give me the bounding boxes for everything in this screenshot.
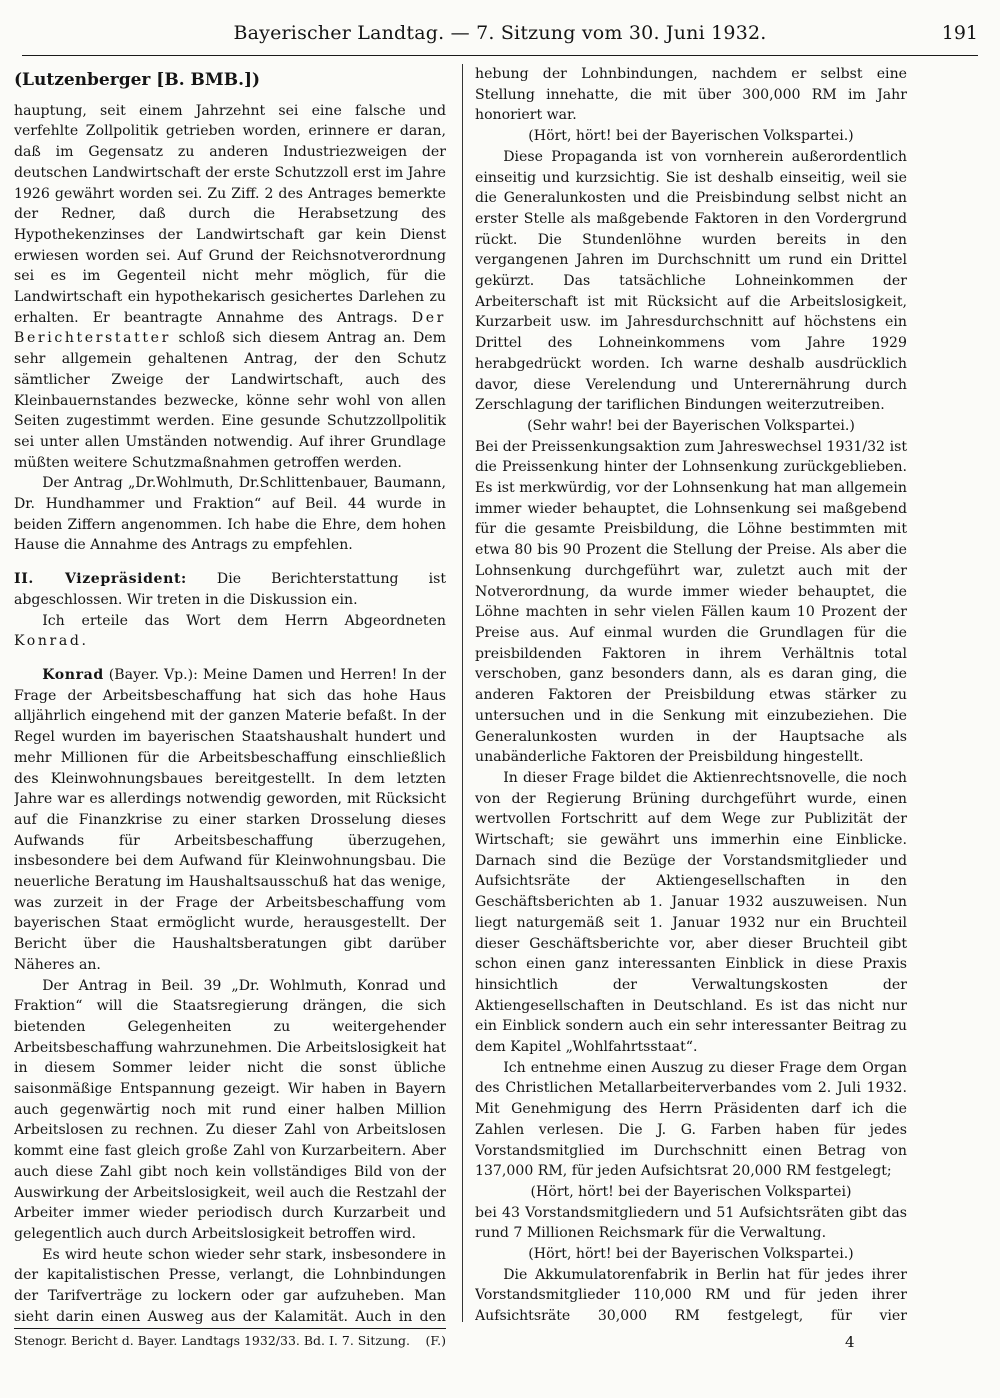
paragraph: Bei der Preissenkungsaktion zum Jahreswechsel 1931/32 ist die Preissenkung hinter der Lohnsenkung zurückgeblieben. Es ist merkwürdig, vor der Lohnsenkung hat man allgemein immer wieder behauptet, die Lohnsenkung sei maßgebend für die gesamte Preisbildung, die Löhne bestimmten mit etwa 80 bis 90 Prozent die Stellung der Preise. Als aber die Lohnsenkung durchgeführt war, zuletzt auch mit der Notverordnung, da wurde immer wieder behauptet, die Löhne machten in sehr vielen Fällen kaum 10 Prozent der Preise aus. Auf einmal wurden die Grundlagen für die preisbildenden Faktoren in ihrem Verhältnis total verschoben, ganz besonders dann, als es daran ging, die anderen Faktoren der Preisbildung etwas stärker zu untersuchen und in die Senkung mit einzubeziehen. Die Generalunkosten wurden in der Hauptsache als unabänderliche Faktoren der Preisbildung hingestellt. [475, 438, 907, 766]
paragraph-text: hauptung, seit einem Jahrzehnt sei eine falsche und verfehlte Zollpolitik getrieben worden, erinnere er daran, daß im Gegensatz zu anderen Industriezweigen der deutschen Landwirtschaft der erste Schutzzoll erst im Jahre 1926 gewährt worden sei. Zu Ziff. 2 des Antrages bemerkte der Redner, daß durch die Herabsetzung des Hypothekenzinses der Landwirtschaft gar kein Dienst erwiesen worden sei. Auf Grund der Reichsnotverordnung sei es im Gegenteil nicht mehr möglich, für die Landwirtschaft ein hypothekarisch gesichertes Darlehen zu erhalten. Er beantragte Annahme des Antrags. [14, 102, 446, 326]
footer-mark: (F.) [425, 1333, 446, 1348]
speaker-tag: (Lutzenberger [B. BMB.]) [14, 70, 261, 90]
paragraph: Der Antrag in Beil. 39 „Dr. Wohlmuth, Konrad und Fraktion“ will die Staatsregierung drängen, die sich bietenden Gelegenheiten zu weitergehender Arbeitsbeschaffung wahrzunehmen. Die Arbeitslosigkeit hat in diesem Sommer leider nicht die sonst übliche saisonmäßige Entspannung gezeigt. Wir haben in Bayern auch gegenwärtig noch mit rund einer halben Million Arbeitslosen zu rechnen. Zu dieser Zahl von Arbeitslosen kommt eine fast gleich große Zahl von Kurzarbeitern. Aber auch diese Zahl gibt noch kein vollständiges Bild von der Auswirkung der Arbeitslosigkeit, weil auch die Restzahl der Arbeiter immer wieder periodisch durch Kurzarbeit und gelegentlich auch durch Arbeitslosigkeit betroffen wird. [14, 977, 446, 1242]
interjection: (Hört, hört! bei der Bayerischen Volkspartei.) [528, 1246, 854, 1263]
left-column [14, 64, 446, 1326]
interjection: (Hört, hört! bei der Bayerischen Volkspartei) [530, 1183, 852, 1200]
paragraph: Diese Propaganda ist von vornherein außerordentlich einseitig und kurzsichtig. Sie ist deshalb einseitig, weil sie die Generalunkosten und die Preisbindung selbst nicht an erster Stelle als maßgebende Faktoren in den Vordergrund rückt. Die Stundenlöhne wurden bereits in den vergangenen Jahren im Durchschnitt um rund ein Drittel gekürzt. Das tatsächliche Lohneinkommen der Arbeiterschaft ist mit Rücksicht auf die Arbeitslosigkeit, Kurzarbeit usw. im Jahresdurchschnitt auf höchstens ein Drittel des Lohneinkommens vom Jahre 1929 herabgedrückt worden. Ich warne deshalb ausdrücklich davor, diese Verelendung und Unterernährung durch Zerschlagung der tariflichen Bindungen weiterzutreiben. [475, 148, 907, 414]
paragraph: hebung der Lohnbindungen, nachdem er selbst eine Stellung innehatte, die mit über 300,000 RM im Jahr honoriert war. [475, 66, 907, 124]
paragraph: Es wird heute schon wieder sehr stark, insbesondere in der kapitalistischen Presse, verlangt, die Lohnbindungen der Tarifverträge zu lockern oder gar aufzuheben. Man sieht darin einen Ausweg aus der Kalamität. Auch in den [14, 1246, 446, 1325]
page-number: 191 [941, 22, 978, 44]
paragraph [14, 101, 446, 474]
footer [14, 1328, 446, 1348]
paragraph [14, 665, 446, 976]
speaker-name: II. Vizepräsident: [14, 571, 187, 588]
paragraph: Ich entnehme einen Auszug zu dieser Frage dem Organ des Christlichen Metallarbeiterverbandes vom 2. Juli 1932. Mit Genehmigung des Herrn Präsidenten darf ich die Zahlen verlesen. Die J. G. Farben haben für jedes Vorstandsmitglied im Durchschnitt einen Betrag von 137,000 RM, für jeden Aufsichtsrat 20,000 RM festgelegt; [475, 1059, 907, 1180]
paragraph-text: (Bayer. Vp.): Meine Damen und Herren! In der Frage der Arbeitsbeschaffung hat sich das hohe Haus alljährlich eingehend mit der ganzen Materie befaßt. In der Regel wurden im bayerischen Staatshaushalt hundert und mehr Millionen für die Arbeitsbeschaffung einschließlich des Kleinwohnungsbaues bereitgestellt. In dem letzten Jahre war es allerdings notwendig geworden, mit Rücksicht auf die Finanzkrise zu einer starken Drosselung dieses Aufwands für Arbeitsbeschaffung überzugehen, insbesondere bei dem Aufwand für Kleinwohnungsbau. Die neuerliche Beratung im Haushaltsausschuß hat das wenige, was zurzeit in der Frage der Arbeitsbeschaffung vom bayerischen Staat ermöglicht wurde, herausgestellt. Der Bericht über die Haushaltsberatungen gibt darüber Näheres an. [14, 666, 446, 973]
sheet-number: 4 [845, 1333, 855, 1351]
spaced-emphasis: Konrad. [14, 633, 89, 650]
spaced-emphasis: Der Berichterstatter [14, 309, 446, 347]
paragraph: Die Akkumulatorenfabrik in Berlin hat für jedes ihrer Vorstandsmitglieder 110,000 RM und für jeden ihrer Aufsichtsräte 30,000 RM festgelegt, für vier [475, 1266, 907, 1325]
paragraph-text: Ich erteile das Wort dem Herrn Abgeordneten [42, 612, 446, 629]
running-head: Bayerischer Landtag. — 7. Sitzung vom 30. Juni 1932. [233, 22, 767, 44]
column-divider [462, 64, 463, 1322]
footer-source: Stenogr. Bericht d. Bayer. Landtags 1932/33. Bd. I. 7. Sitzung. [14, 1333, 411, 1348]
interjection: (Hört, hört! bei der Bayerischen Volkspartei.) [528, 128, 854, 145]
paragraph [14, 611, 446, 652]
interjection: (Sehr wahr! bei der Bayerischen Volkspartei.) [527, 417, 855, 434]
speaker-name: Konrad [42, 666, 104, 683]
right-column [475, 64, 907, 1326]
paragraph [14, 569, 446, 610]
paragraph-text: schloß sich diesem Antrag an. Dem sehr allgemein gehaltenen Antrag, der den Schutz sämtlicher Zweige der Landwirtschaft, auch des Kleinbauernstandes bezwecke, könne sehr wohl von allen Seiten zugestimmt werden. Eine gesunde Schutzzollpolitik sei unter allen Umständen notwendig. Auf ihrer Grundlage müßten weitere Schutzmaßnahmen getroffen werden. [14, 330, 446, 471]
paragraph-text: Die Berichterstattung ist abgeschlossen. Wir treten in die Diskussion ein. [14, 571, 446, 608]
header-rule [22, 55, 978, 56]
paragraph: Der Antrag „Dr.Wohlmuth, Dr.Schlittenbauer, Baumann, Dr. Hundhammer und Fraktion“ auf Beil. 44 wurde in beiden Ziffern angenommen. Ich habe die Ehre, dem hohen Hause die Annahme des Antrags zu empfehlen. [14, 475, 446, 554]
paragraph: bei 43 Vorstandsmitgliedern und 51 Aufsichtsräten gibt das rund 7 Millionen Reichsmark für die Verwaltung. [475, 1204, 907, 1242]
paragraph: In dieser Frage bildet die Aktienrechtsnovelle, die noch von der Regierung Brüning durchgeführt wurde, einen wertvollen Fortschritt auf dem Wege zur Publizität der Wirtschaft; sie gewährt uns immerhin eine Einblicke. Darnach sind die Bezüge der Vorstandsmitglieder und Aufsichtsräte der Aktiengesellschaften in den Geschäftsberichten ab 1. Januar 1932 auszuweisen. Nun liegt naturgemäß seit 1. Januar 1932 nur ein Bruchteil dieser Geschäftsberichte vor, aber dieser Bruchteil gibt schon einen ganz interessanten Einblick in diese Praxis hinsichtlich der Verwaltungskosten der Aktiengesellschaften in Deutschland. Es ist das nicht nur ein Einblick sondern auch ein sehr interessanter Beitrag zu dem Kapitel „Wohlfahrtsstaat“. [475, 769, 907, 1056]
